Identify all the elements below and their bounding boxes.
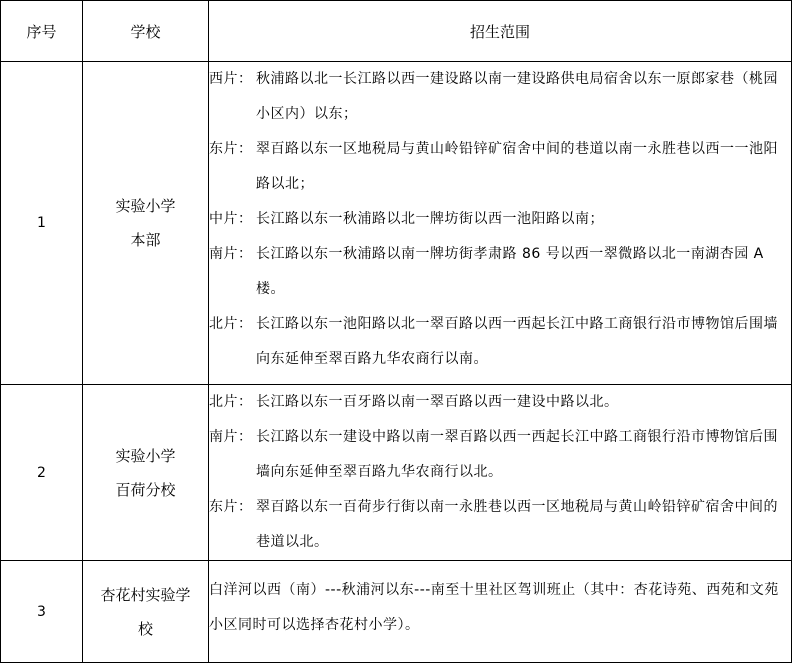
zone-text: 长江路以东一建设中路以南一翠百路以西一西起长江中路工商银行沿市博物馆后围墙向东延伸至翠百路九华农商行以北。 [256,429,778,480]
school-name-line: 本部 [130,231,161,249]
zone-text: 长江路以东一秋浦路以南一牌坊街孝肃路 86 号以西一翠微路以北一南湖杏园 A 楼。 [256,246,764,297]
table-row [1,561,792,663]
school-name [83,561,209,663]
zone-label: 南片： [209,429,253,445]
scope-entry [209,420,791,490]
scope-entry [209,490,791,560]
zone-text: 翠百路以东一区地税局与黄山岭铅锌矿宿舍中间的巷道以南一永胜巷以西一一池阳路以北； [256,141,778,192]
scope-entry [209,237,791,307]
zone-text: 长江路以东一百牙路以南一翠百路以西一建设中路以北。 [256,394,619,410]
school-name [83,385,209,561]
school-name-line: 实验小学 [115,197,176,215]
scope-cell [209,561,792,663]
zone-text: 翠百路以东一百荷步行街以南一永胜巷以西一区地税局与黄山岭铅锌矿宿舍中间的巷道以北。 [256,499,778,550]
zone-label: 北片： [209,394,253,410]
scope-entry [209,62,791,132]
table-row [1,385,792,561]
school-name-line: 校 [137,619,153,638]
table-header-row [1,1,792,62]
school-name-line: 实验小学 [115,446,176,465]
scope-entry [209,307,791,377]
row-index: 1 [1,62,83,385]
scope-entry [209,385,791,420]
zone-label: 南片： [209,246,253,262]
zone-label: 西片： [209,71,253,87]
school-name [83,62,209,385]
school-name-line: 百荷分校 [115,480,176,499]
scope-entry [209,132,791,202]
scope-text: 白洋河以西（南）---秋浦河以东---南至十里社区驾训班止（其中：杏花诗苑、西苑和文苑小区同时可以选择杏花村小学）。 [209,582,779,633]
zone-text: 长江路以东一秋浦路以北一牌坊街以西一池阳路以南； [256,211,604,227]
zone-label: 东片： [209,141,253,157]
row-index: 3 [1,561,83,663]
header-school: 学校 [83,1,209,62]
row-index: 2 [1,385,83,561]
header-scope: 招生范围 [209,1,792,62]
zone-text: 秋浦路以北一长江路以西一建设路以南一建设路供电局宿舍以东一原郎家巷（桃园小区内）以东； [256,71,778,122]
header-index: 序号 [1,1,83,62]
scope-cell [209,385,792,561]
scope-entry [209,202,791,237]
zone-text: 长江路以东一池阳路以北一翠百路以西一西起长江中路工商银行沿市博物馆后围墙向东延伸至翠百路九华农商行以南。 [256,316,778,367]
scope-cell [209,62,792,385]
zone-label: 东片： [209,499,253,515]
zone-label: 中片： [209,211,253,227]
table-row [1,62,792,385]
zone-label: 北片： [209,316,253,332]
school-name-line: 杏花村实验学 [100,585,191,604]
